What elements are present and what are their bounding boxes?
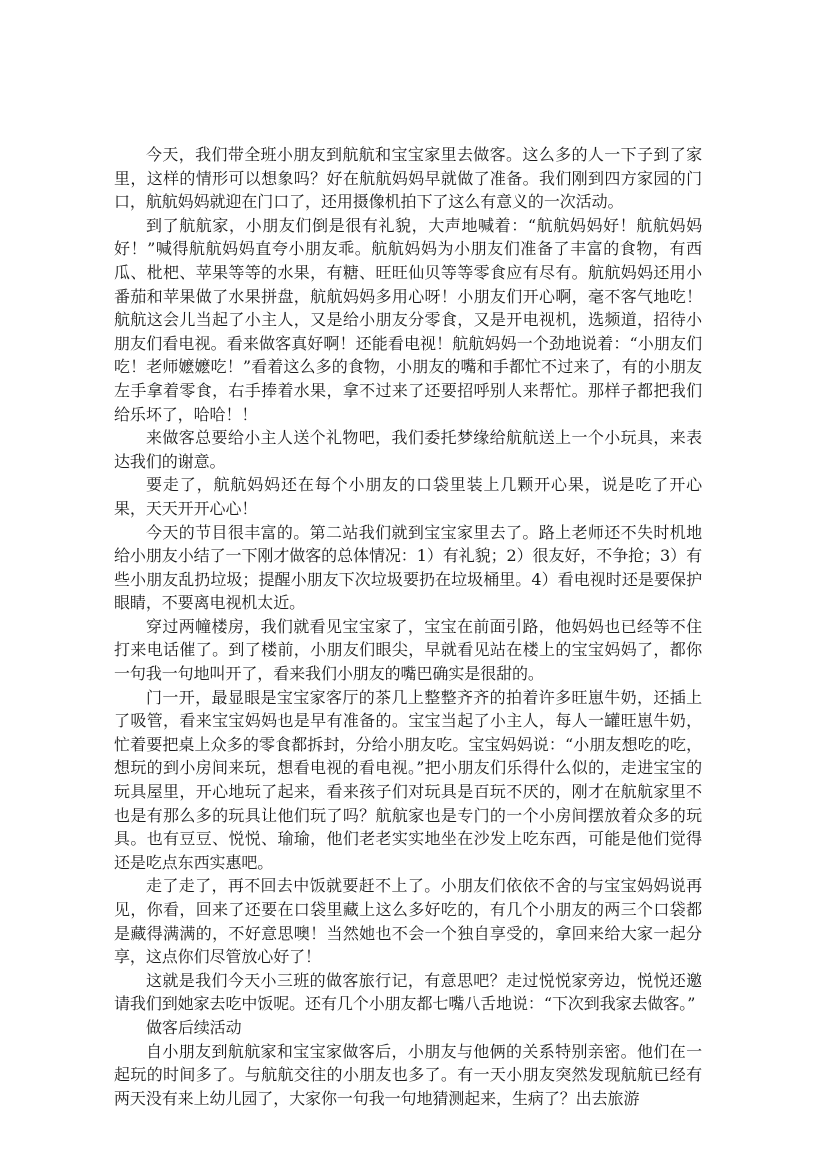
article-body bbox=[114, 143, 702, 1110]
paragraph: 今天，我们带全班小朋友到航航和宝宝家里去做客。这么多的人一下子到了家里，这样的情形可以想象吗？好在航航妈妈早就做了准备。我们刚到四方家园的门口，航航妈妈就迎在门口了，还用摄像机拍下了这么有意义的一次活动。 bbox=[114, 145, 702, 212]
paragraph: 这就是我们今天小三班的做客旅行记，有意思吧？走过悦悦家旁边，悦悦还邀请我们到她家去吃中饭呢。还有几个小朋友都七嘴八舌地说：“下次到我家去做客。” bbox=[114, 970, 702, 1014]
paragraph: 门一开，最显眼是宝宝家客厅的茶几上整整齐齐的拍着许多旺崽牛奶，还插上了吸管，看来宝宝妈妈也是早有准备的。宝宝当起了小主人，每人一罐旺崽牛奶，忙着要把桌上众多的零食都拆封，分给小朋友吃。宝宝妈妈说：“小朋友想吃的吃，想玩的到小房间来玩，想看电视的看电视。”把小朋友们乐得什么似的，走进宝宝的玩具屋里，开心地玩了起来，看来孩子们对玩具是百玩不厌的，刚才在航航家里不也是有那么多的玩具让他们玩了吗？航航家也是专门的一个小房间摆放着众多的玩具。也有豆豆、悦悦、瑜瑜，他们老老实实地坐在沙发上吃东西，可能是他们觉得还是吃点东西实惠吧。 bbox=[114, 687, 702, 872]
paragraph: 要走了，航航妈妈还在每个小朋友的口袋里装上几颗开心果，说是吃了开心果，天天开开心心！ bbox=[114, 475, 702, 518]
paragraph: 走了走了，再不回去中饭就要赶不上了。小朋友们依依不舍的与宝宝妈妈说再见，你看，回来了还要在口袋里藏上这么多好吃的，有几个小朋友的两三个口袋都是藏得满满的，不好意思噢！当然她也不会一个独自享受的，拿回来给大家一起分享，这点你们尽管放心好了！ bbox=[114, 876, 702, 967]
paragraph: 今天的节目很丰富的。第二站我们就到宝宝家里去了。路上老师还不失时机地给小朋友小结了一下刚才做客的总体情况：1）有礼貌；2）很友好，不争抢；3）有些小朋友乱扔垃圾；提醒小朋友下次垃圾要扔在垃圾桶里。4）看电视时还是要保护眼睛，不要离电视机太近。 bbox=[114, 522, 702, 613]
section-heading: 做客后续活动 bbox=[146, 1017, 242, 1037]
paragraph: 自小朋友到航航家和宝宝家做客后，小朋友与他俩的关系特别亲密。他们在一起玩的时间多了。与航航交往的小朋友也多了。有一天小朋友突然发现航航已经有两天没有来上幼儿园了，大家你一句我一句地猜测起来，生病了？出去旅游 bbox=[114, 1041, 702, 1108]
paragraph: 到了航航家，小朋友们倒是很有礼貌，大声地喊着：“航航妈妈好！航航妈妈好！”喊得航航妈妈直夸小朋友乖。航航妈妈为小朋友们准备了丰富的食物，有西瓜、枇杷、苹果等等的水果，有糖、旺旺仙贝等等零食应有尽有。航航妈妈还用小番茄和苹果做了水果拼盘，航航妈妈多用心呀！小朋友们开心啊，毫不客气地吃！航航这会儿当起了小主人，又是给小朋友分零食，又是开电视机，选频道，招待小朋友们看电视。看来做客真好啊！还能看电视！航航妈妈一个劲地说着：“小朋友们吃！老师嬷嬷吃！”看着这么多的食物，小朋友的嘴和手都忙不过来了，有的小朋友左手拿着零食，右手捧着水果，拿不过来了还要招呼别人来帮忙。那样子都把我们给乐坏了，哈哈！！ bbox=[114, 215, 702, 424]
paragraph: 来做客总要给小主人送个礼物吧，我们委托梦缘给航航送上一个小玩具，来表达我们的谢意。 bbox=[114, 428, 702, 471]
paragraph: 穿过两幢楼房，我们就看见宝宝家了，宝宝在前面引路，他妈妈也已经等不住打来电话催了。到了楼前，小朋友们眼尖，早就看见站在楼上的宝宝妈妈了，都你一句我一句地叫开了，看来我们小朋友的嘴巴确实是很甜的。 bbox=[114, 616, 702, 684]
